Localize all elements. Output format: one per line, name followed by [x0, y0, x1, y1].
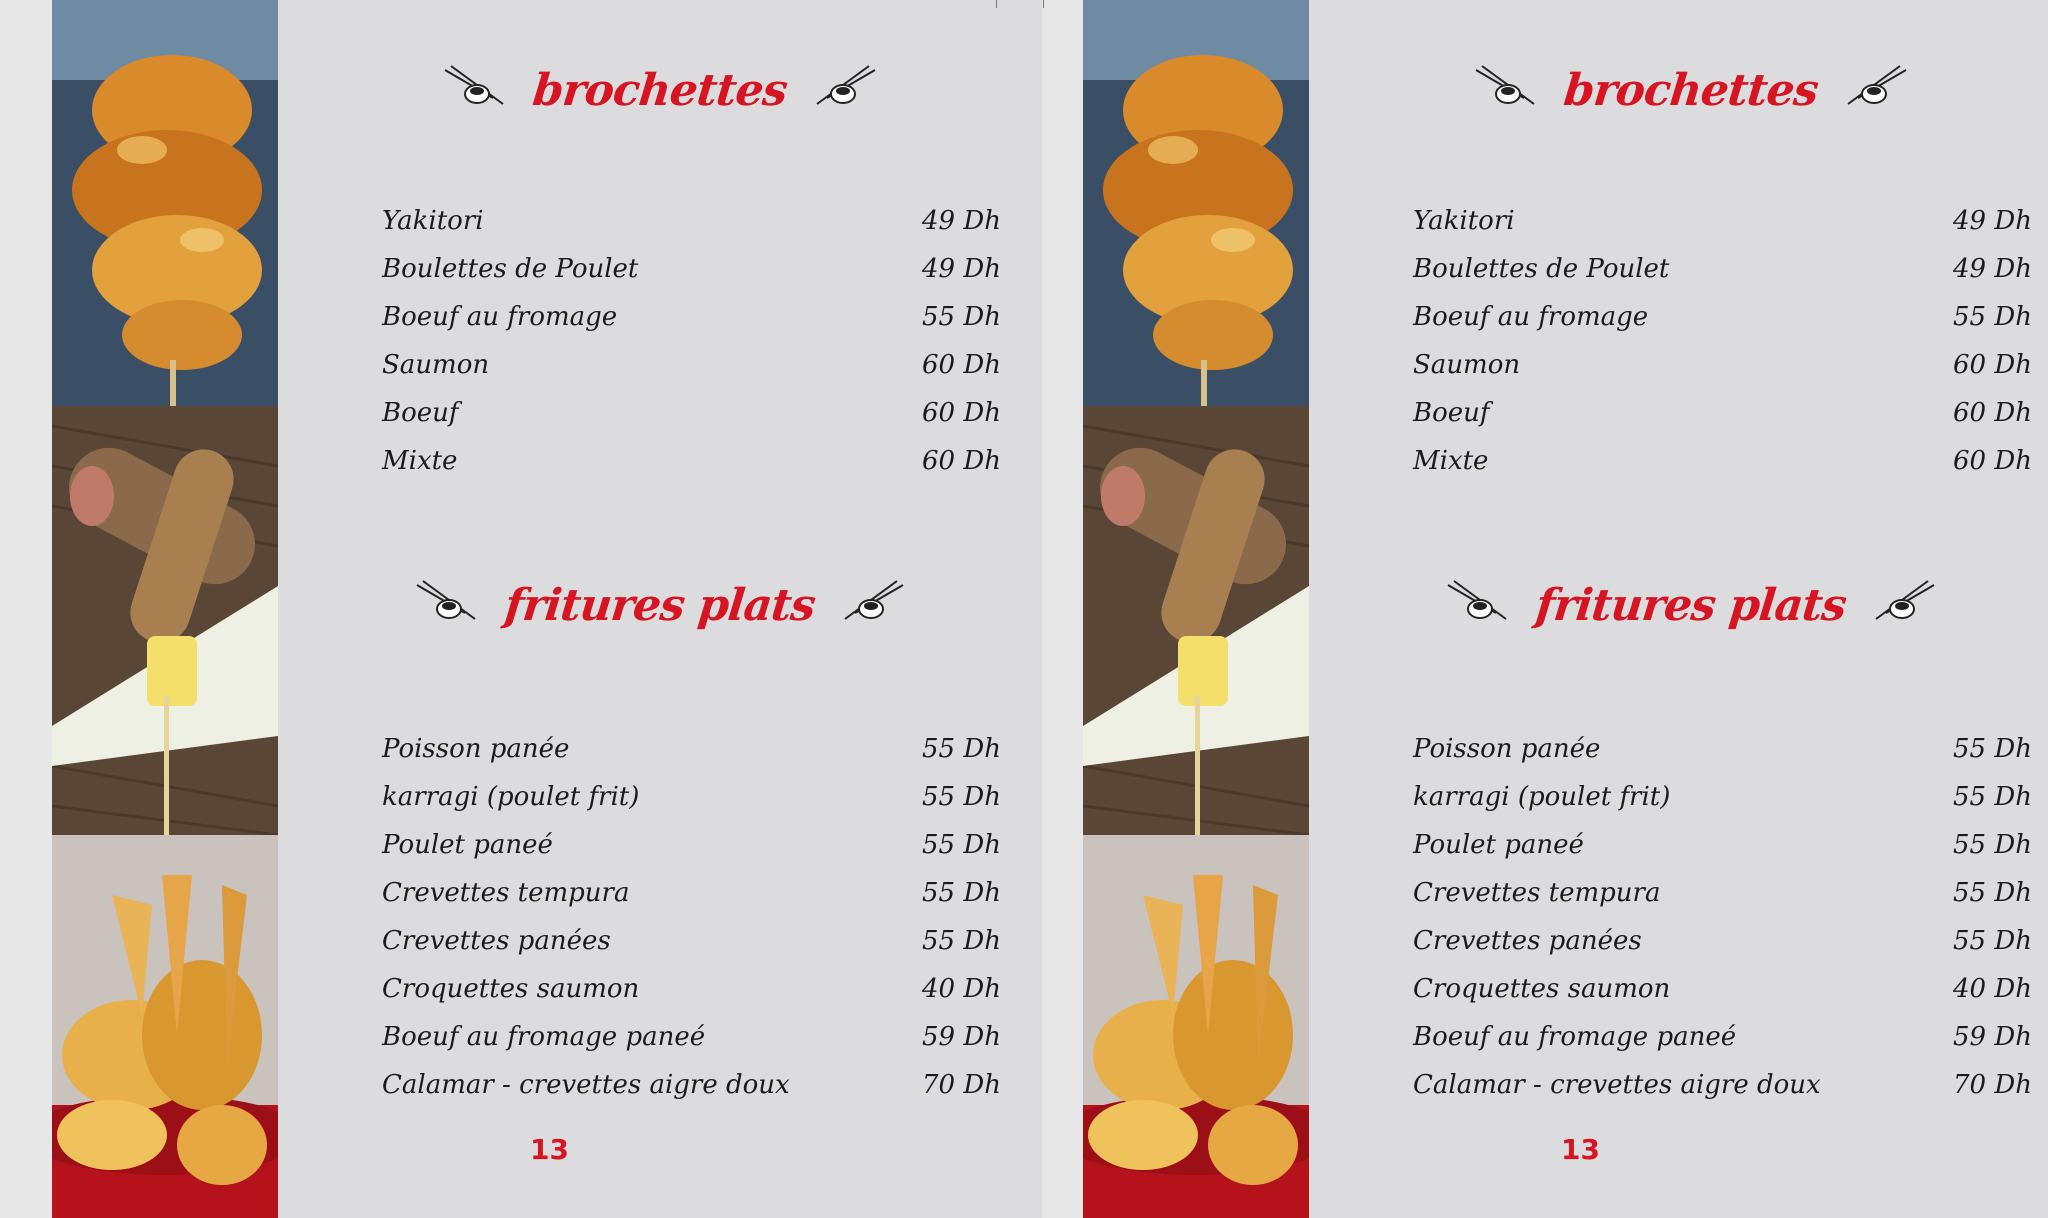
item-name: Boeuf au fromage: [1413, 302, 1649, 332]
item-name: Mixte: [382, 446, 458, 476]
menu-item: [322, 296, 1002, 344]
item-name: Boeuf: [382, 398, 459, 428]
item-price: 60 Dh: [1953, 398, 2032, 428]
item-name: Boeuf: [1413, 398, 1490, 428]
skewer-beef-photo: [1083, 406, 1309, 835]
menu-item: [322, 1064, 1002, 1112]
item-name: Boeuf au fromage paneé: [382, 1022, 706, 1052]
item-price: 60 Dh: [922, 398, 1001, 428]
item-name: Crevettes tempura: [1413, 878, 1661, 908]
menu-item: [1353, 728, 2033, 776]
item-name: Poisson panée: [1413, 734, 1601, 764]
item-price: 70 Dh: [1953, 1070, 2032, 1100]
item-price: 60 Dh: [922, 350, 1001, 380]
item-name: Calamar - crevettes aigre doux: [382, 1070, 790, 1100]
section-heading: [278, 50, 1042, 130]
menu-item: [1353, 344, 2033, 392]
menu-item: [1353, 920, 2033, 968]
section-title: fritures plats: [502, 579, 818, 631]
item-name: Boulettes de Poulet: [382, 254, 639, 284]
item-price: 55 Dh: [1953, 782, 2032, 812]
page-number: 13: [530, 1133, 569, 1166]
item-name: Crevettes panées: [1413, 926, 1642, 956]
menu-item: [1353, 968, 2033, 1016]
menu-item: [322, 968, 1002, 1016]
sushi-chopsticks-icon: [837, 579, 905, 631]
item-price: 55 Dh: [1953, 734, 2032, 764]
menu-item: [322, 248, 1002, 296]
fried-shrimp-photo: [52, 835, 278, 1218]
item-price: 59 Dh: [922, 1022, 1001, 1052]
menu-list: [1353, 200, 2033, 488]
item-name: Croquettes saumon: [1413, 974, 1671, 1004]
item-name: Yakitori: [382, 206, 484, 236]
sushi-chopsticks-icon: [1868, 579, 1936, 631]
menu-item: [322, 776, 1002, 824]
section-heading: [1309, 565, 2048, 645]
menu-item: [322, 344, 1002, 392]
item-name: Boeuf au fromage: [382, 302, 618, 332]
skewer-chicken-photo: [52, 0, 278, 406]
section-title: fritures plats: [1533, 579, 1849, 631]
item-name: karragi (poulet frit): [1413, 782, 1671, 812]
page-number: 13: [1561, 1133, 1600, 1166]
item-name: Crevettes tempura: [382, 878, 630, 908]
section-title: brochettes: [1561, 64, 1821, 116]
item-price: 60 Dh: [1953, 446, 2032, 476]
sushi-chopsticks-icon: [443, 64, 511, 116]
item-price: 70 Dh: [922, 1070, 1001, 1100]
item-name: Poulet paneé: [382, 830, 553, 860]
menu-page-left: [52, 0, 1042, 1218]
item-name: Yakitori: [1413, 206, 1515, 236]
item-price: 59 Dh: [1953, 1022, 2032, 1052]
item-price: 49 Dh: [922, 206, 1001, 236]
sushi-chopsticks-icon: [1840, 64, 1908, 116]
crop-mark: [1043, 0, 1044, 8]
item-price: 55 Dh: [922, 734, 1001, 764]
menu-item: [1353, 1016, 2033, 1064]
section-title: brochettes: [530, 64, 790, 116]
item-price: 55 Dh: [922, 782, 1001, 812]
menu-page-right: [1083, 0, 2048, 1218]
item-name: Poisson panée: [382, 734, 570, 764]
menu-item: [322, 392, 1002, 440]
section-heading: [1309, 50, 2048, 130]
crop-mark: [996, 0, 997, 8]
item-price: 60 Dh: [922, 446, 1001, 476]
item-price: 49 Dh: [1953, 254, 2032, 284]
menu-item: [322, 872, 1002, 920]
item-name: Crevettes panées: [382, 926, 611, 956]
skewer-chicken-photo: [1083, 0, 1309, 406]
menu-list: [1353, 728, 2033, 1112]
menu-item: [322, 824, 1002, 872]
photo-column: [1083, 0, 1309, 1218]
section-heading: [278, 565, 1042, 645]
menu-item: [1353, 440, 2033, 488]
item-price: 55 Dh: [922, 830, 1001, 860]
menu-list: [322, 728, 1002, 1112]
item-name: karragi (poulet frit): [382, 782, 640, 812]
skewer-beef-photo: [52, 406, 278, 835]
menu-item: [322, 728, 1002, 776]
menu-item: [1353, 776, 2033, 824]
item-name: Boeuf au fromage paneé: [1413, 1022, 1737, 1052]
sushi-chopsticks-icon: [1474, 64, 1542, 116]
sushi-chopsticks-icon: [1446, 579, 1514, 631]
item-name: Mixte: [1413, 446, 1489, 476]
item-price: 40 Dh: [922, 974, 1001, 1004]
item-name: Boulettes de Poulet: [1413, 254, 1670, 284]
fried-shrimp-photo: [1083, 835, 1309, 1218]
menu-item: [1353, 824, 2033, 872]
menu-item: [1353, 248, 2033, 296]
menu-item: [322, 440, 1002, 488]
menu-list: [322, 200, 1002, 488]
menu-item: [322, 920, 1002, 968]
sushi-chopsticks-icon: [809, 64, 877, 116]
item-price: 49 Dh: [1953, 206, 2032, 236]
item-price: 55 Dh: [922, 878, 1001, 908]
item-price: 60 Dh: [1953, 350, 2032, 380]
item-price: 55 Dh: [922, 302, 1001, 332]
photo-column: [52, 0, 278, 1218]
item-name: Saumon: [382, 350, 490, 380]
item-price: 55 Dh: [1953, 302, 2032, 332]
menu-item: [1353, 392, 2033, 440]
menu-item: [1353, 872, 2033, 920]
item-price: 55 Dh: [1953, 878, 2032, 908]
item-price: 40 Dh: [1953, 974, 2032, 1004]
menu-item: [322, 200, 1002, 248]
menu-item: [1353, 200, 2033, 248]
item-price: 55 Dh: [1953, 830, 2032, 860]
item-name: Calamar - crevettes aigre doux: [1413, 1070, 1821, 1100]
item-price: 49 Dh: [922, 254, 1001, 284]
item-name: Poulet paneé: [1413, 830, 1584, 860]
item-price: 55 Dh: [922, 926, 1001, 956]
item-name: Croquettes saumon: [382, 974, 640, 1004]
menu-item: [322, 1016, 1002, 1064]
item-price: 55 Dh: [1953, 926, 2032, 956]
menu-item: [1353, 296, 2033, 344]
item-name: Saumon: [1413, 350, 1521, 380]
menu-item: [1353, 1064, 2033, 1112]
sushi-chopsticks-icon: [415, 579, 483, 631]
